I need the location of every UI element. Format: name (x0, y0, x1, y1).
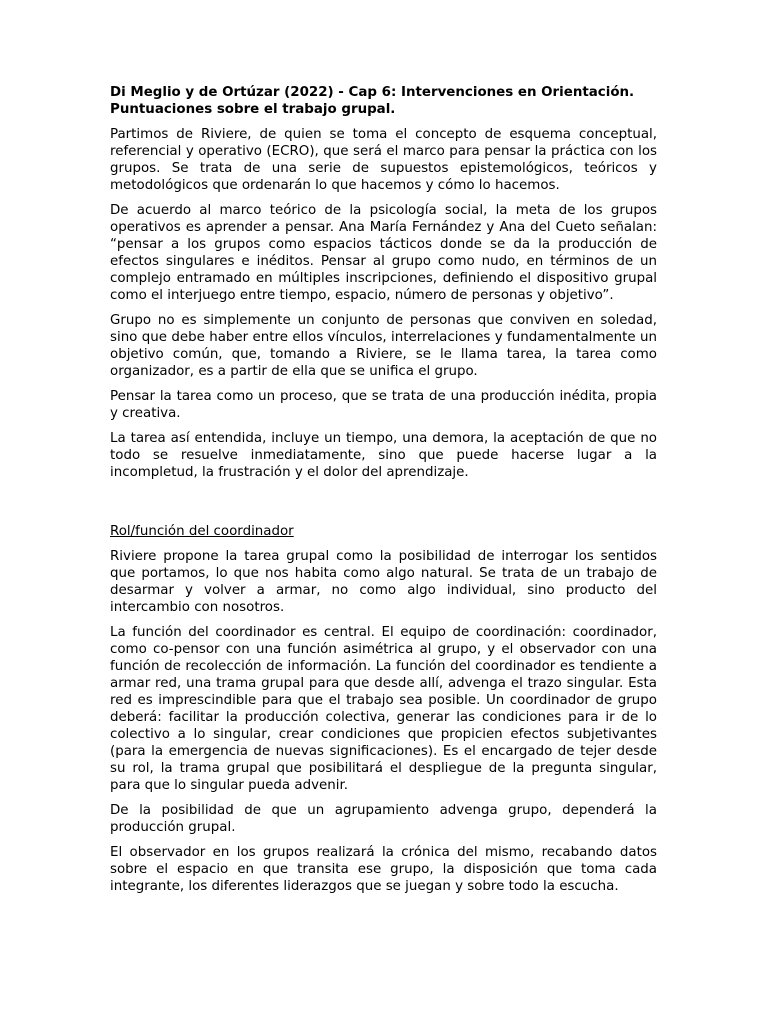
paragraph-funcion-coordinador: La función del coordinador es central. El equipo de coordinación: coordinador, como co-pensor con una función asimétrica al grupo, y el observador con una función de recolección de información. La función del coordinador es tendiente a armar red, una trama grupal para que desde allí, advenga el trazo singular. Esta red es imprescindible para que el trabajo sea posible. Un coordinador de grupo deberá: facilitar la producción colectiva, generar las condiciones para ir de lo colectivo a lo singular, crear condiciones que propicien efectos subjetivantes (para la emergencia de nuevas significaciones). Es el encargado de tejer desde su rol, la trama grupal que posibilitará el despliegue de la pregunta singular, para que lo singular pueda advenir. (110, 625, 657, 793)
paragraph-tarea-grupal: Riviere propone la tarea grupal como la posibilidad de interrogar los sentidos que portamos, lo que nos habita como algo natural. Se trata de un trabajo de desarmar y volver a armar, no como algo individual, sino producto del intercambio con nosotros. (110, 549, 657, 615)
document-page (110, 84, 657, 903)
section-heading-coordinador: Rol/función del coordinador (110, 524, 294, 539)
paragraph-produccion-grupal: De la posibilidad de que un agrupamiento advenga grupo, dependerá la producción grupal. (110, 803, 657, 835)
document-title: Di Meglio y de Ortúzar (2022) - Cap 6: Intervenciones en Orientación. Puntuaciones sobre el trabajo grupal. (110, 85, 635, 117)
paragraph-grupos-operativos: De acuerdo al marco teórico de la psicología social, la meta de los grupos operativos es aprender a pensar. Ana María Fernández y Ana del Cueto señalan: “pensar a los grupos como espacios tácticos donde se da la producción de efectos singulares e inéditos. Pensar al grupo como nudo, en términos de un complejo entramado en múltiples inscripciones, definiendo el dispositivo grupal como el interjuego entre tiempo, espacio, número de personas y objetivo”. (110, 203, 657, 303)
paragraph-ecro: Partimos de Riviere, de quien se toma el concepto de esquema conceptual, referencial y operativo (ECRO), que será el marco para pensar la práctica con los grupos. Se trata de una serie de supuestos epistemológicos, teóricos y metodológicos que ordenarán lo que hacemos y cómo lo hacemos. (110, 127, 657, 193)
section-spacer (110, 489, 657, 523)
paragraph-observador: El observador en los grupos realizará la crónica del mismo, recabando datos sobre el espacio en que transita ese grupo, la disposición que toma cada integrante, los diferentes liderazgos que se juegan y sobre todo la escucha. (110, 845, 657, 894)
paragraph-tarea-tiempo: La tarea así entendida, incluye un tiempo, una demora, la aceptación de que no todo se resuelve inmediatamente, sino que puede hacerse lugar a la incompletud, la frustración y el dolor del aprendizaje. (110, 431, 657, 480)
paragraph-tarea-proceso: Pensar la tarea como un proceso, que se trata de una producción inédita, propia y creativa. (110, 389, 657, 421)
paragraph-definicion-grupo: Grupo no es simplemente un conjunto de personas que conviven en soledad, sino que debe haber entre ellos vínculos, interrelaciones y fundamentalmente un objetivo común, que, tomando a Riviere, se le llama tarea, la tarea como organizador, es a partir de ella que se unifica el grupo. (110, 313, 657, 379)
